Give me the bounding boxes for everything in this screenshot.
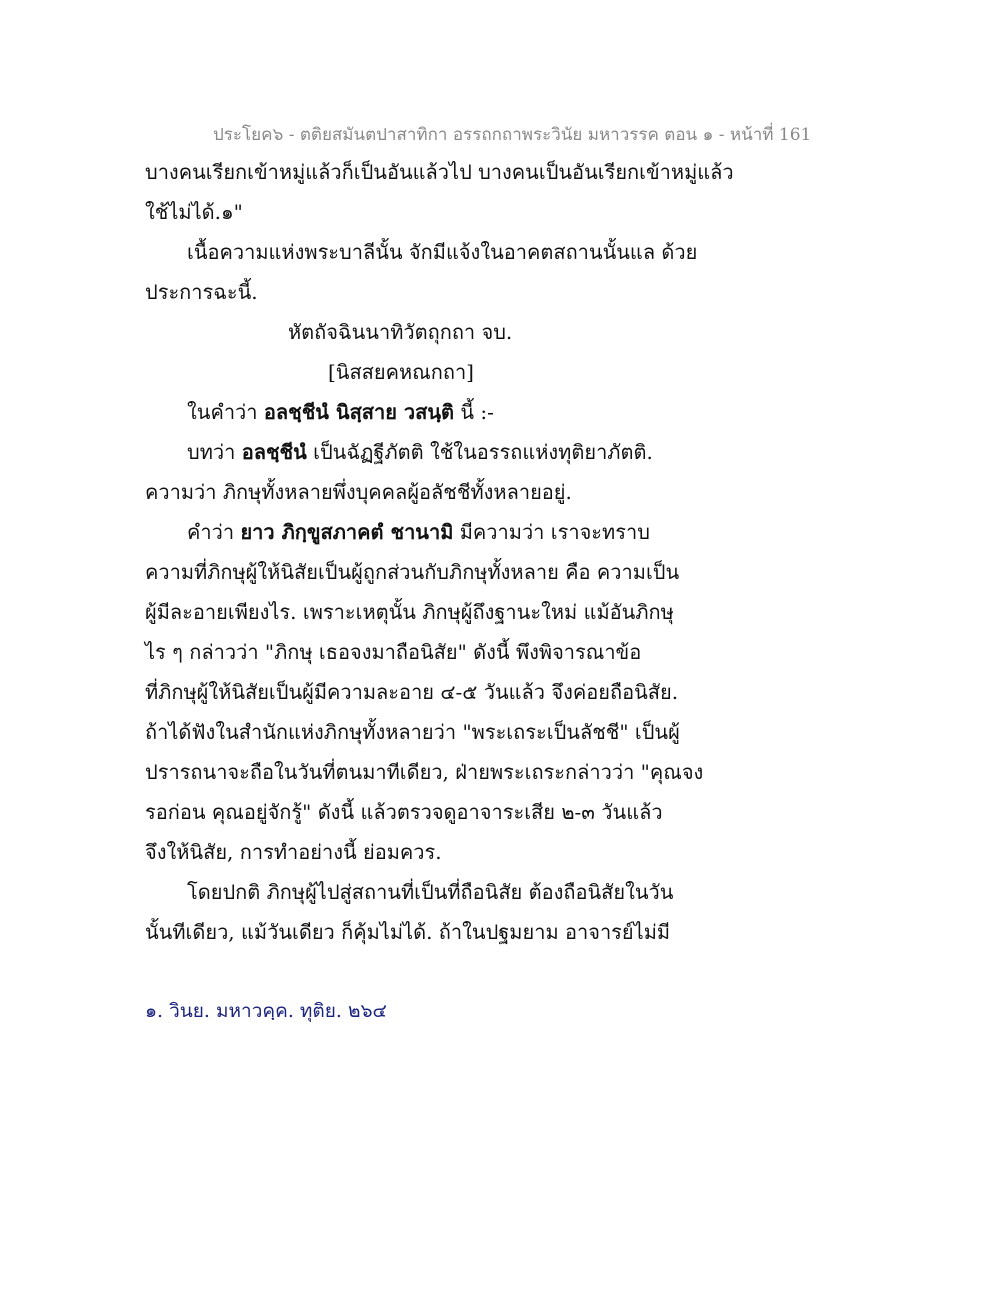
text-line: ที่ภิกษุผู้ให้นิสัยเป็นผู้มีความละอาย ๔-๕ วันแล้ว จึงค่อยถือนิสัย. xyxy=(145,680,679,704)
paragraph-start xyxy=(145,432,705,472)
section-heading: [นิสสยคหณกถา] xyxy=(328,360,474,384)
text-span: คำว่า xyxy=(187,520,241,544)
text-span: นี้ :- xyxy=(454,400,494,424)
paragraph-start: เนื้อความแห่งพระบาลีนั้น จักมีแจ้งในอาคตสถานนั้นแล ด้วย xyxy=(187,240,698,264)
text-span: บทว่า xyxy=(187,440,242,464)
pali-term: ยาว ภิกฺขูสภาคตํ ชานามิ xyxy=(240,520,454,544)
pali-term: อลชฺชีนํ xyxy=(241,440,307,464)
text-line: ถ้าได้ฟังในสำนักแห่งภิกษุทั้งหลายว่า "พระเถระเป็นลัชชี" เป็นผู้ xyxy=(145,720,680,744)
body-text xyxy=(145,152,734,952)
text-line: รอก่อน คุณอยู่จักรู้" ดังนี้ แล้วตรวจดูอาจาระเสีย ๒-๓ วันแล้ว xyxy=(145,800,663,824)
pali-term: อลชฺชีนํ นิสฺสาย วสนฺติ xyxy=(263,400,455,424)
text-line: ประการฉะนี้. xyxy=(145,280,258,304)
paragraph-start: โดยปกติ ภิกษุผู้ไปสู่สถานที่เป็นที่ถือนิสัย ต้องถือนิสัยในวัน xyxy=(187,880,674,904)
text-line: บางคนเรียกเข้าหมู่แล้วก็เป็นอันแล้วไป บางคนเป็นอันเรียกเข้าหมู่แล้ว xyxy=(145,160,734,184)
text-line: ความว่า ภิกษุทั้งหลายพึ่งบุคคลผู้อลัชชีทั้งหลายอยู่. xyxy=(145,480,572,504)
running-header: ประโยค๖ - ตติยสมันตปาสาทิกา อรรถกถาพระวินัย มหาวรรค ตอน ๑ - หน้าที่ 161 xyxy=(213,125,812,145)
text-line: ปรารถนาจะถือในวันที่ตนมาทีเดียว, ฝ่ายพระเถระกล่าวว่า "คุณจง xyxy=(145,760,704,784)
text-span: ในคำว่า xyxy=(187,400,264,424)
text-span: มีความว่า เราจะทราบ xyxy=(453,520,650,544)
text-line: ไร ๆ กล่าวว่า "ภิกษุ เธอจงมาถือนิสัย" ดังนี้ พึงพิจารณาข้อ xyxy=(145,640,642,664)
section-end-title: หัตถัจฉินนาทิวัตถุกถา จบ. xyxy=(288,320,513,344)
text-line: จึงให้นิสัย, การทำอย่างนี้ ย่อมควร. xyxy=(145,840,442,864)
text-line: ผู้มีละอายเพียงไร. เพราะเหตุนั้น ภิกษุผู้ถึงฐานะใหม่ แม้อันภิกษุ xyxy=(145,600,674,624)
text-line: ใช้ไม่ได้.๑" xyxy=(145,200,243,224)
text-line: นั้นทีเดียว, แม้วันเดียว ก็คุ้มไม่ได้. ถ้าในปฐมยาม อาจารย์ไม่มี xyxy=(145,920,671,944)
paragraph-start xyxy=(145,512,705,552)
text-span: เป็นฉัฏฐีภัตติ ใช้ในอรรถแห่งทุติยาภัตติ. xyxy=(306,440,653,464)
text-line: ความที่ภิกษุผู้ให้นิสัยเป็นผู้ถูกส่วนกับภิกษุทั้งหลาย คือ ความเป็น xyxy=(145,560,680,584)
footnote: ๑. วินย. มหาวคฺค. ทุติย. ๒๖๔ xyxy=(145,1000,387,1022)
paragraph-start xyxy=(145,392,705,432)
